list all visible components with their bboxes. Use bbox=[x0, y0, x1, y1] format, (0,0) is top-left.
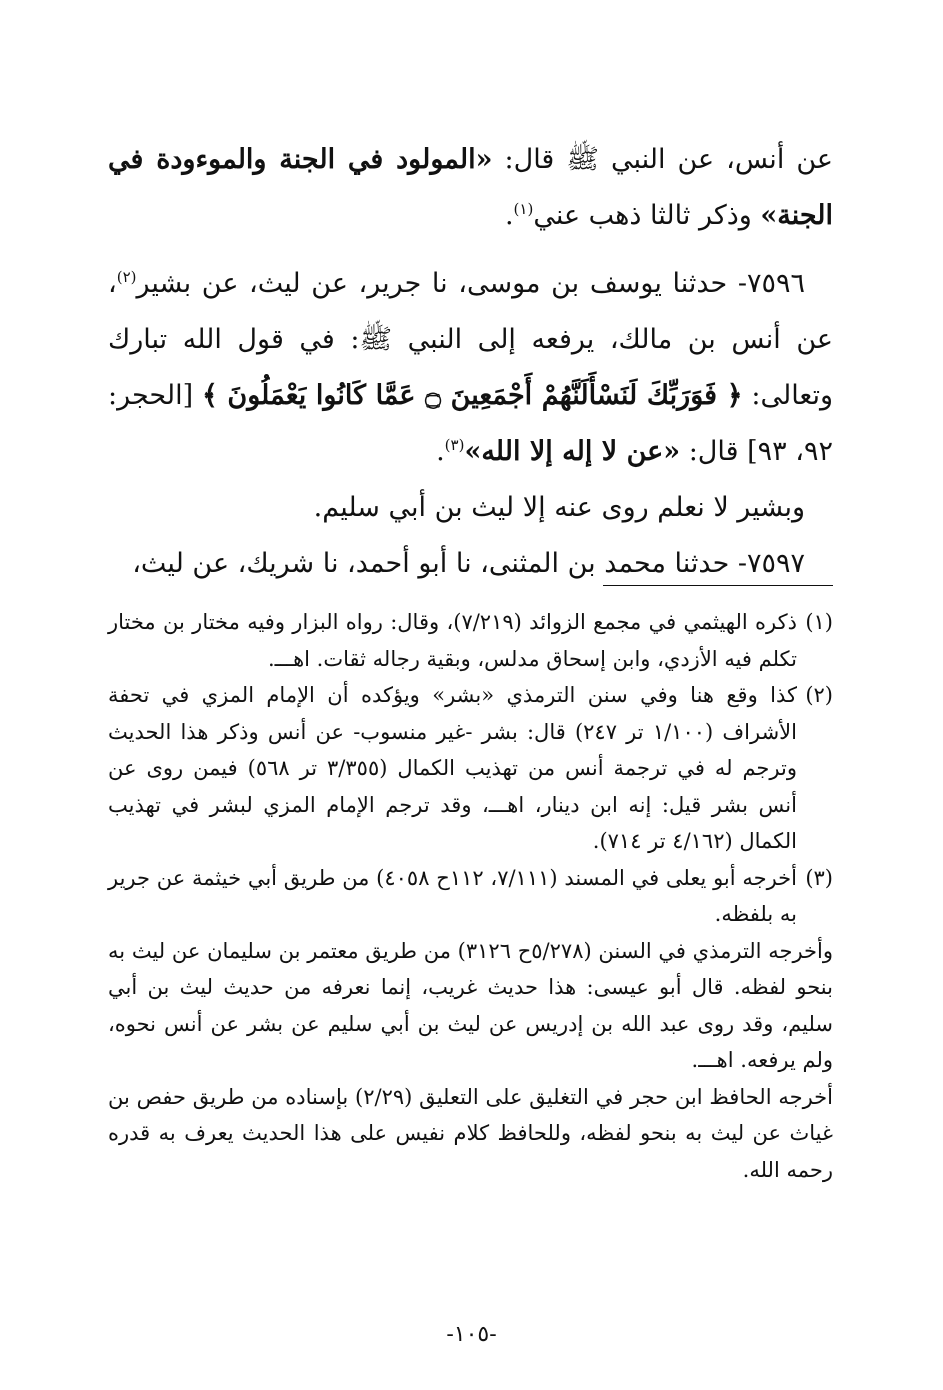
footnote-text: كذا وقع هنا وفي سنن الترمذي «بشر» ويؤكده أن الإمام المزي في تحفة الأشراف (١/١٠٠ تر ٢٤٧) قال: بشر -غير منسوب- عن أنس وذكر هذا الحديث وترجم له في ترجمة أنس من تهذيب الكمال (٣/٣٥٥ تر ٥٦٨) فيمن روى عن أنس بشر قيل: إنه ابن دينار، اهـــ، وقد ترجم الإمام المزي لبشر في تهذيب الكمال (٤/١٦٢ تر ٧١٤). bbox=[108, 683, 797, 853]
hadith-quote: «عن لا إله إلا الله» bbox=[464, 436, 681, 467]
footnote-number: (١) bbox=[805, 610, 833, 634]
footnote-number: (٢) bbox=[805, 683, 833, 707]
footnote-3-continuation: وأخرجه الترمذي في السنن (٥/٢٧٨ح ٣١٢٦) من طريق معتمر بن سليمان عن ليث به بنحو لفظه. قال أبو عيسى: هذا حديث غريب، إنما نعرفه من حديث ليث بن أبي سليم، وقد روى عبد الله بن إدريس عن ليث بن أبي سليم عن بشر عن أنس نحوه، ولم يرفعه. اهـــ. bbox=[108, 938, 834, 1072]
footnote-body bbox=[108, 604, 797, 677]
footnote-ref-1[interactable]: (١) bbox=[513, 200, 534, 218]
footnote-2 bbox=[108, 677, 833, 860]
paragraph-hadith-7597: ٧٥٩٧- حدثنا محمد بن المثنى، نا أبو أحمد، نا شريك، عن ليث، bbox=[132, 548, 805, 579]
footnote-text: أخرجه أبو يعلى في المسند (٧/١١١، ١١٢ح ٤٠٥٨) من طريق أبي خيثمة عن جرير به بلفظه. bbox=[108, 865, 797, 926]
quran-verse: ﴿ فَوَرَبِّكَ لَنَسْأَلَنَّهُمْ أَجْمَعِينَ ۝ عَمَّا كَانُوا يَعْمَلُونَ ﴾ bbox=[201, 380, 743, 411]
footnote-body bbox=[108, 860, 797, 933]
footnote-body bbox=[108, 677, 797, 860]
footnote-1 bbox=[108, 604, 833, 677]
footnote-text: ذكره الهيثمي في مجمع الزوائد (٧/٢١٩)، وقال: رواه البزار وفيه مختار بن مختار تكلم فيه الأزدي، وابن إسحاق مدلس، وبقية رجاله ثقات. اهـــ. bbox=[108, 610, 797, 671]
footnote-3 bbox=[108, 860, 833, 933]
text-segment: ٧٥٩٦- حدثنا يوسف بن موسى، نا جرير، عن ليث، عن بشير bbox=[136, 268, 805, 299]
hadith-quote: «المولود في الجنة والموءودة في الجنة» bbox=[108, 144, 833, 231]
text-segment: ، عن أنس بن مالك، يرفعه إلى النبي ﷺ: في قول الله تبارك وتعالى: bbox=[108, 268, 833, 411]
footnote-ref-2[interactable]: (٢) bbox=[116, 268, 137, 286]
text-segment: . bbox=[504, 200, 514, 231]
footnote-divider bbox=[603, 585, 833, 586]
paragraph-narrator-note: وبشير لا نعلم روى عنه إلا ليث بن أبي سليم. bbox=[313, 492, 805, 523]
text-segment: عن أنس، عن النبي ﷺ قال: bbox=[492, 144, 833, 175]
page-number: -١٠٥- bbox=[446, 1322, 497, 1347]
footnotes-section bbox=[108, 604, 833, 1188]
footnote-ref-3[interactable]: (٣) bbox=[444, 436, 465, 454]
footnote-number: (٣) bbox=[805, 865, 833, 890]
text-segment: وذكر ثالثا ذهب عني bbox=[533, 200, 761, 231]
text-segment: . bbox=[436, 436, 445, 467]
main-text bbox=[108, 132, 833, 592]
paragraph-hadith-continuation bbox=[108, 132, 833, 244]
text-segment: [الحجر: ٩٢، ٩٣] قال: bbox=[108, 380, 833, 467]
paragraph-hadith-7596 bbox=[108, 256, 833, 480]
footnote-3-continuation: أخرجه الحافظ ابن حجر في التغليق على التعليق (٢/٢٩) بإسناده من طريق حفص بن غياث عن ليث به بنحو لفظه، وللحافظ كلام نفيس على هذا الحديث يعرف به قدره رحمه الله. bbox=[108, 1084, 833, 1182]
